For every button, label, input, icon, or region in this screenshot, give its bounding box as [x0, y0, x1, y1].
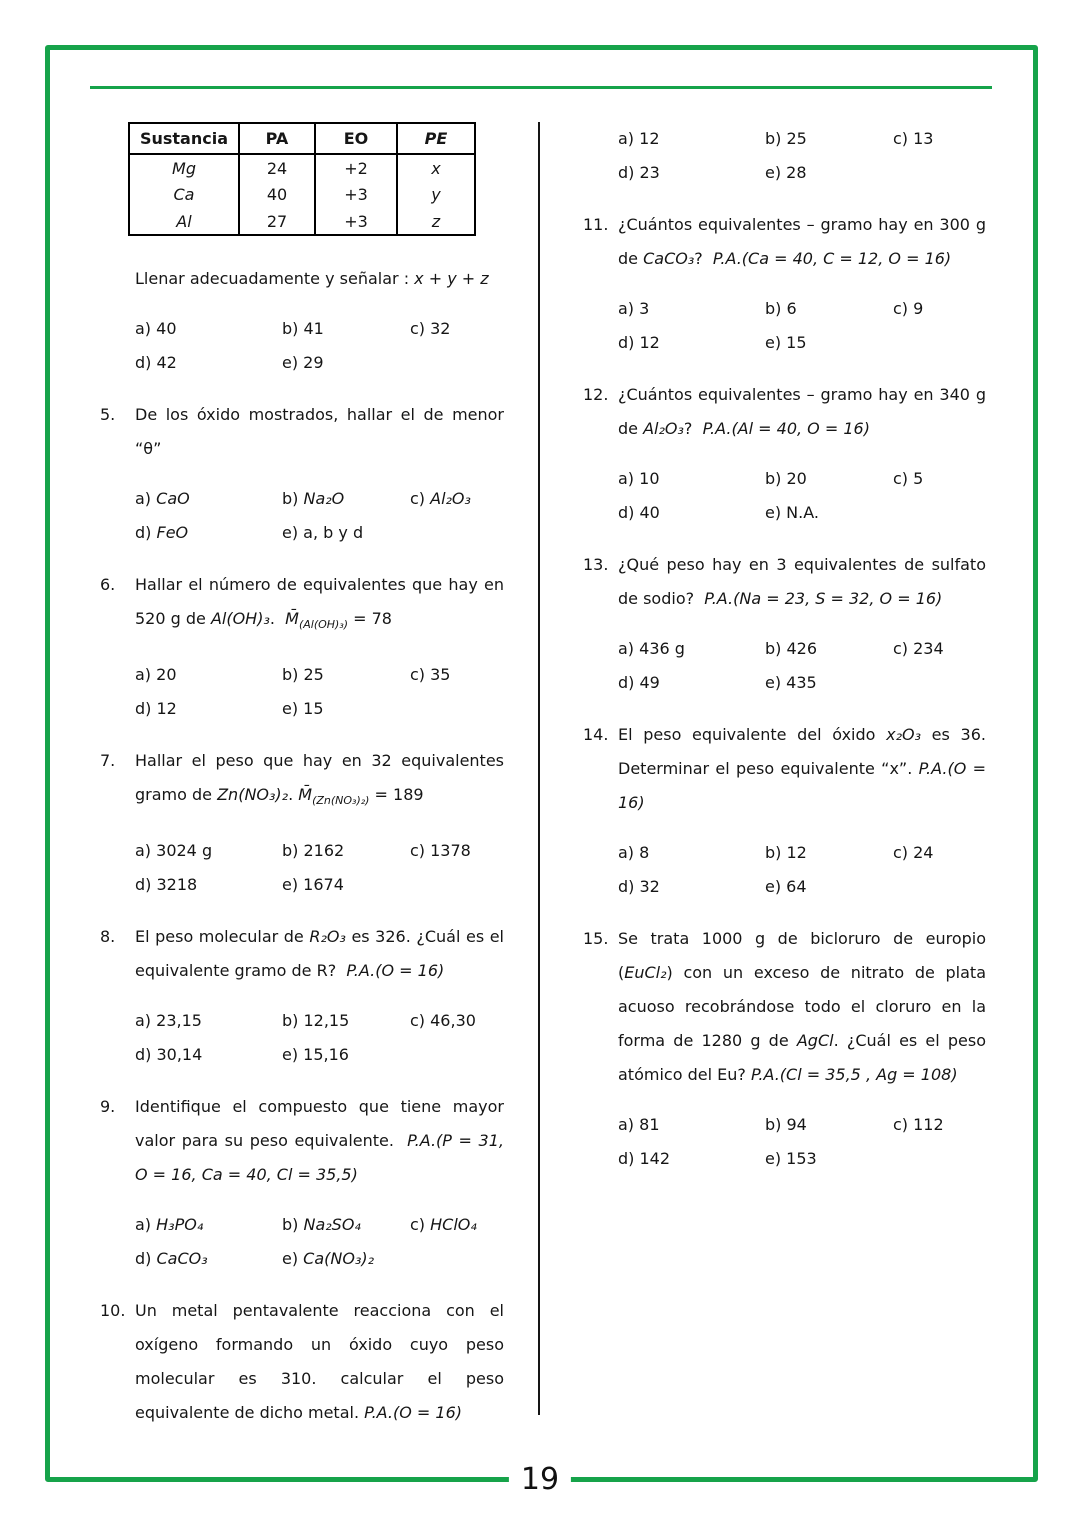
- question-9: [100, 1090, 538, 1276]
- col-header-sustancia: Sustancia: [129, 123, 239, 154]
- question-8: [100, 920, 538, 1072]
- cell-pe: x: [397, 154, 475, 181]
- question-options: [135, 658, 504, 726]
- table-row-mg: [129, 154, 475, 181]
- option-b: b) 25: [282, 665, 324, 685]
- intro-block: [100, 262, 538, 380]
- question-body: [135, 398, 538, 550]
- question-10: [100, 1294, 538, 1430]
- col-header-pa: PA: [239, 123, 315, 154]
- cell-substance: Mg: [129, 154, 239, 181]
- option-a: a) 81: [618, 1115, 660, 1134]
- question-text: El peso equivalente del óxido x₂O₃ es 36. Determinar el peso equivalente “x”. P.A.(O = 16): [618, 725, 987, 812]
- question-text: Se trata 1000 g de bicloruro de europio (EuCl₂) con un exceso de nitrato de plata acuoso recobrándose todo el cloruro en la forma de 1280 g de AgCl. ¿Cuál es el peso atómico del Eu? P.A.(Cl = 35,5 , Ag = 108): [618, 929, 987, 1084]
- col-header-eo: EO: [315, 123, 397, 154]
- cell-substance: Ca: [129, 181, 239, 208]
- question-number: 5.: [100, 405, 116, 424]
- option-d: d) 49: [618, 673, 660, 692]
- option-e: e) a, b y d: [282, 523, 364, 542]
- option-b: b) 20: [765, 469, 807, 488]
- option-a: a) 3: [618, 299, 650, 318]
- option-b: b) 6: [765, 299, 797, 318]
- option-a: a) 436 g: [618, 639, 685, 658]
- question-15: [583, 922, 992, 1176]
- question-number: 13.: [583, 555, 609, 574]
- option-a: a) H₃PO₄: [135, 1215, 204, 1235]
- option-b: b) 12: [765, 843, 807, 862]
- question-body: [618, 548, 992, 700]
- question-text: Identifique el compuesto que tiene mayor valor para su peso equivalente. P.A.(P = 31, O = 16, Ca = 40, Cl = 35,5): [135, 1097, 504, 1185]
- option-d: d) 42: [135, 353, 177, 372]
- question-body: [135, 1090, 538, 1276]
- option-a: a) 12: [618, 129, 660, 148]
- option-c: c) 32: [410, 319, 451, 338]
- page-number: 19: [509, 1462, 571, 1498]
- question-body: [135, 920, 538, 1072]
- question-text: Hallar el peso que hay en 32 equivalentes gramo de Zn(NO₃)₂. $M̄_{(Zn(NO_3)_2)} = 189$: [135, 751, 504, 808]
- question-body: [618, 718, 992, 904]
- option-a: a) 8: [618, 843, 650, 862]
- cell-eo: +2: [315, 154, 397, 181]
- option-b: b) Na₂SO₄: [282, 1215, 361, 1235]
- option-d: d) 12: [618, 333, 660, 352]
- question-5: [100, 398, 538, 550]
- option-b: b) 426: [765, 639, 818, 658]
- col-header-pe: PE: [397, 123, 475, 154]
- option-c: c) 13: [893, 129, 934, 148]
- option-e: e) 153: [765, 1149, 817, 1168]
- option-d: d) 40: [618, 503, 660, 522]
- question-number: 8.: [100, 927, 116, 947]
- option-d: d) 142: [618, 1149, 671, 1168]
- question-number: 7.: [100, 751, 116, 771]
- cell-eo: +3: [315, 208, 397, 235]
- option-b: b) Na₂O: [282, 489, 345, 508]
- question-options: [618, 1108, 986, 1176]
- option-b: b) 2162: [282, 841, 345, 861]
- question-10-options: [618, 122, 992, 190]
- option-b: b) 94: [765, 1115, 807, 1134]
- question-body: [618, 922, 992, 1176]
- option-d: d) 32: [618, 877, 660, 896]
- question-options: [135, 1004, 504, 1072]
- question-options: [618, 836, 986, 904]
- left-column: [100, 122, 538, 1423]
- table-row-ca: [129, 181, 475, 208]
- question-14: [583, 718, 992, 904]
- question-text: ¿Qué peso hay en 3 equivalentes de sulfato de sodio? P.A.(Na = 23, S = 32, O = 16): [618, 555, 986, 608]
- option-d: d) 12: [135, 699, 177, 719]
- question-text: Hallar el número de equivalentes que hay en 520 g de Al(OH)₃. $M̄_{(Al(OH)_3)} = 78$: [135, 575, 504, 632]
- cell-pe: z: [397, 208, 475, 235]
- option-c: c) 234: [893, 639, 944, 658]
- question-options: [618, 292, 986, 360]
- substance-table: [128, 122, 476, 236]
- question-6: [100, 568, 538, 726]
- option-c: c) 1378: [410, 841, 471, 861]
- question-12: [583, 378, 992, 530]
- option-c: c) Al₂O₃: [410, 489, 471, 508]
- intro-options: [135, 312, 538, 380]
- question-body: [135, 1294, 538, 1430]
- intro-text: Llenar adecuadamente y señalar : x + y + z: [135, 269, 489, 288]
- option-d: d) 3218: [135, 875, 198, 895]
- question-number: 14.: [583, 725, 609, 744]
- option-d: d) 23: [618, 163, 660, 182]
- option-c: c) 24: [893, 843, 934, 862]
- question-number: 10.: [100, 1301, 126, 1321]
- option-b: b) 25: [765, 129, 807, 148]
- option-c: c) 112: [893, 1115, 944, 1134]
- worksheet-content: [100, 122, 992, 1423]
- option-a: a) 40: [135, 319, 177, 338]
- question-text: De los óxido mostrados, hallar el de menor “θ”: [135, 405, 504, 458]
- option-a: a) 20: [135, 665, 177, 685]
- right-column: [540, 122, 992, 1415]
- cell-pa: 24: [239, 154, 315, 181]
- option-e: e) N.A.: [765, 503, 819, 522]
- top-divider-line: [90, 86, 992, 89]
- option-b: b) 41: [282, 319, 324, 338]
- question-body: [135, 568, 538, 726]
- cell-pa: 27: [239, 208, 315, 235]
- option-a: a) CaO: [135, 489, 190, 508]
- option-c: c) HClO₄: [410, 1215, 477, 1235]
- question-text: ¿Cuántos equivalentes – gramo hay en 340 g de Al₂O₃? P.A.(Al = 40, O = 16): [618, 385, 986, 438]
- option-c: c) 5: [893, 469, 924, 488]
- option-a: a) 3024 g: [135, 841, 213, 861]
- cell-pe: y: [397, 181, 475, 208]
- option-e: e) 15: [765, 333, 807, 352]
- option-d: d) 30,14: [135, 1045, 203, 1065]
- question-options: [618, 462, 986, 530]
- option-a: a) 23,15: [135, 1011, 202, 1031]
- cell-substance: Al: [129, 208, 239, 235]
- table-header-row: [129, 123, 475, 154]
- cell-pa: 40: [239, 181, 315, 208]
- question-number: 12.: [583, 385, 609, 404]
- table-row-al: [129, 208, 475, 235]
- question-number: 11.: [583, 215, 609, 234]
- question-7: [100, 744, 538, 902]
- option-d: d) CaCO₃: [135, 1249, 208, 1269]
- question-10-options-block: [583, 122, 992, 190]
- question-number: 9.: [100, 1097, 116, 1117]
- option-c: c) 35: [410, 665, 451, 685]
- option-e: e) 15,16: [282, 1045, 349, 1065]
- question-text: Un metal pentavalente reacciona con el oxígeno formando un óxido cuyo peso molecular es 310. calcular el peso equivalente de dicho metal. P.A.(O = 16): [135, 1301, 504, 1423]
- question-options: [618, 632, 986, 700]
- question-options: [135, 482, 504, 550]
- option-e: e) 15: [282, 699, 324, 719]
- question-11: [583, 208, 992, 360]
- option-d: d) FeO: [135, 523, 189, 542]
- option-b: b) 12,15: [282, 1011, 350, 1031]
- option-e: e) 29: [282, 353, 324, 372]
- question-options: [135, 834, 504, 902]
- option-c: c) 9: [893, 299, 924, 318]
- question-number: 6.: [100, 575, 116, 594]
- question-body: [618, 208, 992, 360]
- option-c: c) 46,30: [410, 1011, 476, 1031]
- question-text: El peso molecular de R₂O₃ es 326. ¿Cuál es el equivalente gramo de R? P.A.(O = 16): [135, 927, 505, 981]
- option-e: e) 435: [765, 673, 817, 692]
- cell-eo: +3: [315, 181, 397, 208]
- question-text: ¿Cuántos equivalentes – gramo hay en 300 g de CaCO₃? P.A.(Ca = 40, C = 12, O = 16): [618, 215, 986, 268]
- option-e: e) 28: [765, 163, 807, 182]
- question-options: [135, 1208, 504, 1276]
- question-body: [618, 378, 992, 530]
- option-e: e) Ca(NO₃)₂: [282, 1249, 375, 1269]
- option-a: a) 10: [618, 469, 660, 488]
- question-number: 15.: [583, 929, 609, 948]
- question-body: [135, 744, 538, 902]
- question-13: [583, 548, 992, 700]
- option-e: e) 64: [765, 877, 807, 896]
- option-e: e) 1674: [282, 875, 344, 895]
